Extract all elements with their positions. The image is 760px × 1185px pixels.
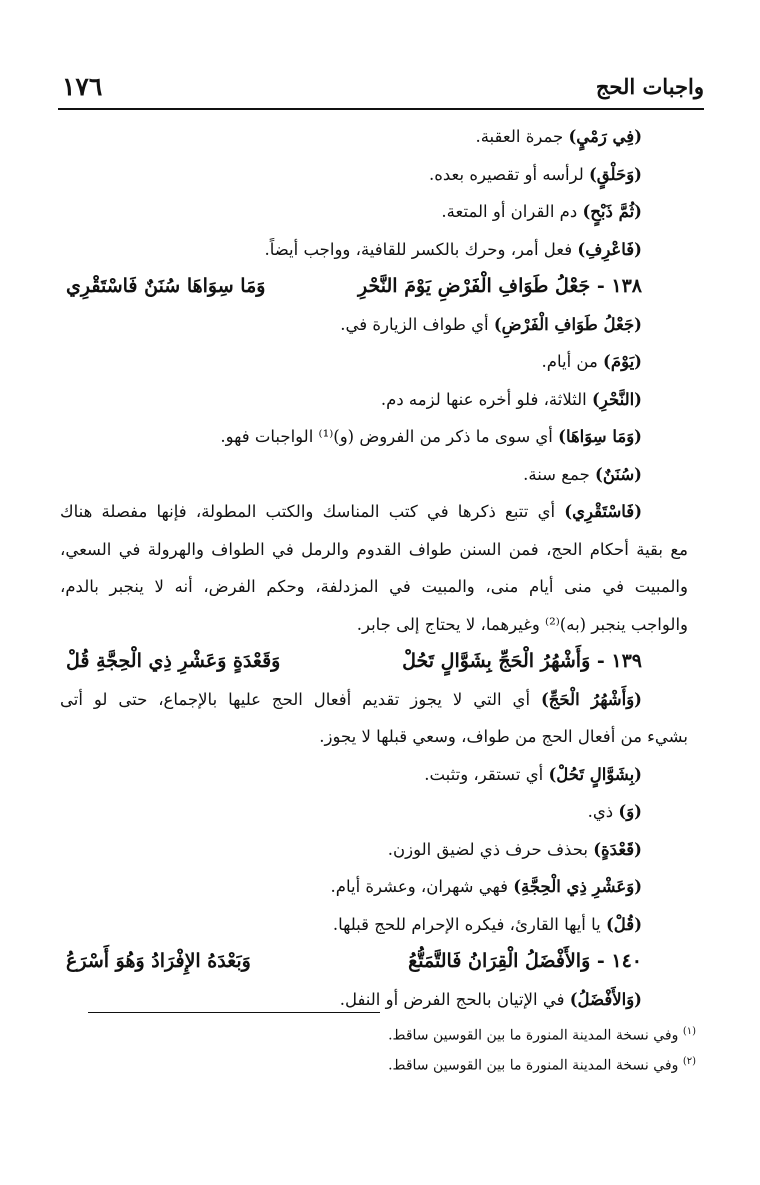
commentary-line — [60, 156, 688, 194]
commentary-keyword: (وَحَلْقٍ) — [588, 164, 642, 184]
commentary-line — [60, 231, 688, 269]
commentary-line — [60, 756, 688, 794]
commentary-keyword: (سُنَنٌ) — [595, 464, 642, 484]
footnote-mark: (٢) — [682, 1056, 696, 1067]
commentary-line — [60, 868, 688, 906]
page-number: ١٧٦ — [62, 72, 103, 101]
commentary-text: ذي. — [587, 802, 619, 821]
verse-line — [60, 643, 688, 681]
commentary-text: مع بقية أحكام الحج، فمن السنن طواف القدوم والرمل في الطواف والهرولة في السعي، — [60, 539, 688, 559]
verse-second-hemistich: وَبَعْدَهُ الإِفْرَادُ وَهُوَ أَسْرَعُ — [66, 950, 251, 972]
commentary-text: جمرة العقبة. — [475, 127, 569, 146]
commentary-line — [60, 606, 688, 644]
commentary-line — [60, 493, 688, 531]
commentary-text: لرأسه أو تقصيره بعده. — [428, 164, 589, 184]
running-header — [62, 66, 704, 106]
commentary-keyword: (قَعْدَةٍ) — [593, 839, 642, 859]
commentary-text: في الإتيان بالحج الفرض أو النفل. — [339, 989, 570, 1009]
header-rule — [58, 108, 704, 110]
commentary-line — [60, 718, 688, 756]
commentary-keyword: (ثُمَّ ذَبْحٍ) — [582, 202, 642, 221]
footnote-text: وفي نسخة المدينة المنورة ما بين القوسين ساقط. — [388, 1057, 683, 1074]
commentary-text: أي سوى ما ذكر من الفروض (و)⁽¹⁾ الواجبات فهو. — [220, 427, 559, 446]
commentary-line — [60, 531, 688, 569]
commentary-text: أي تتبع ذكرها في كتب المناسك والكتب المطولة، فإنها مفصلة هناك — [60, 502, 565, 521]
commentary-keyword: (وَالأَفْضَلُ) — [569, 989, 642, 1009]
commentary-keyword: (النَّحْرِ) — [592, 389, 642, 409]
verse-line — [60, 268, 688, 306]
commentary-text: أي التي لا يجوز تقديم أفعال الحج عليها بالإجماع، حتى لو أتى — [60, 689, 541, 709]
commentary-text: دم القران أو المتعة. — [441, 202, 583, 221]
commentary-text: يا أيها القارئ، فيكره الإحرام للحج قبلها. — [332, 914, 606, 934]
commentary-text: جمع سنة. — [523, 464, 596, 484]
commentary-line — [60, 456, 688, 494]
commentary-line — [60, 906, 688, 944]
verse-line — [60, 943, 688, 981]
commentary-text: والمبيت في منى أيام منى، والمبيت في المزدلفة، وحكم الفرض، أنه لا ينجبر بالدم، — [60, 577, 688, 596]
commentary-line — [60, 343, 688, 381]
footnote-rule — [88, 1012, 380, 1013]
footnote-text: وفي نسخة المدينة المنورة ما بين القوسين ساقط. — [388, 1027, 683, 1044]
commentary-keyword: (وَأَشْهُرُ الْحَجِّ) — [540, 689, 642, 709]
verse-first-hemistich: ١٤٠ - وَالأَفْضَلُ الْقِرَانُ فَالتَّمَتُّعُ — [408, 950, 642, 972]
commentary-text: والواجب ينجبر (به)⁽²⁾ وغيرهما، لا يحتاج إلى جابر. — [356, 614, 688, 634]
page-body — [60, 118, 688, 1018]
commentary-text: فهي شهران، وعشرة أيام. — [330, 877, 514, 896]
commentary-line — [60, 193, 688, 231]
footnote-mark: (١) — [682, 1026, 696, 1037]
commentary-text: الثلاثة، فلو أخره عنها لزمه دم. — [380, 389, 593, 409]
commentary-line — [60, 118, 688, 156]
commentary-keyword: (وَعَشْرِ ذِي الْحِجَّةِ) — [513, 877, 642, 896]
header-title: واجبات الحج — [595, 74, 704, 99]
commentary-keyword: (فَاعْرِفِ) — [577, 239, 642, 259]
commentary-line — [60, 831, 688, 869]
commentary-keyword: (فِي رَمْيٍ) — [568, 127, 642, 146]
commentary-keyword: (بِشَوَّالٍ تَحُلْ) — [548, 764, 642, 784]
commentary-line — [60, 568, 688, 606]
commentary-text: أي طواف الزيارة في. — [340, 314, 494, 334]
commentary-line — [60, 681, 688, 719]
footnote — [388, 1056, 696, 1074]
commentary-keyword: (جَعْلُ طَوَافِ الْفَرْضِ) — [493, 314, 642, 334]
commentary-keyword: (وَمَا سِوَاهَا) — [558, 427, 642, 446]
verse-second-hemistich: وَقَعْدَةٍ وَعَشْرِ ذِي الْحِجَّةِ قُلْ — [66, 650, 281, 672]
commentary-text: بشيء من أفعال الحج من طواف، وسعي قبلها لا يجوز. — [319, 727, 688, 746]
commentary-line — [60, 381, 688, 419]
commentary-line — [60, 306, 688, 344]
commentary-keyword: (قُلْ) — [606, 914, 642, 934]
commentary-keyword: (وَ) — [618, 802, 642, 821]
verse-second-hemistich: وَمَا سِوَاهَا سُنَنٌ فَاسْتَقْرِي — [66, 275, 266, 297]
commentary-line — [60, 418, 688, 456]
commentary-text: فعل أمر، وحرك بالكسر للقافية، وواجب أيضاً. — [264, 239, 578, 259]
verse-first-hemistich: ١٣٨ - جَعْلُ طَوَافِ الْفَرْضِ يَوْمَ النَّحْرِ — [358, 275, 642, 297]
commentary-keyword: (فَاسْتَقْرِي) — [564, 502, 642, 521]
commentary-keyword: (يَوْمَ) — [603, 352, 642, 371]
footnote — [388, 1026, 696, 1044]
commentary-line — [60, 793, 688, 831]
commentary-text: أي تستقر، وتثبت. — [424, 764, 549, 784]
commentary-text: من أيام. — [541, 352, 604, 371]
commentary-text: بحذف حرف ذي لضيق الوزن. — [387, 839, 594, 859]
verse-first-hemistich: ١٣٩ - وَأَشْهُرُ الْحَجِّ بِشَوَّالٍ تَحُلْ — [402, 650, 642, 672]
